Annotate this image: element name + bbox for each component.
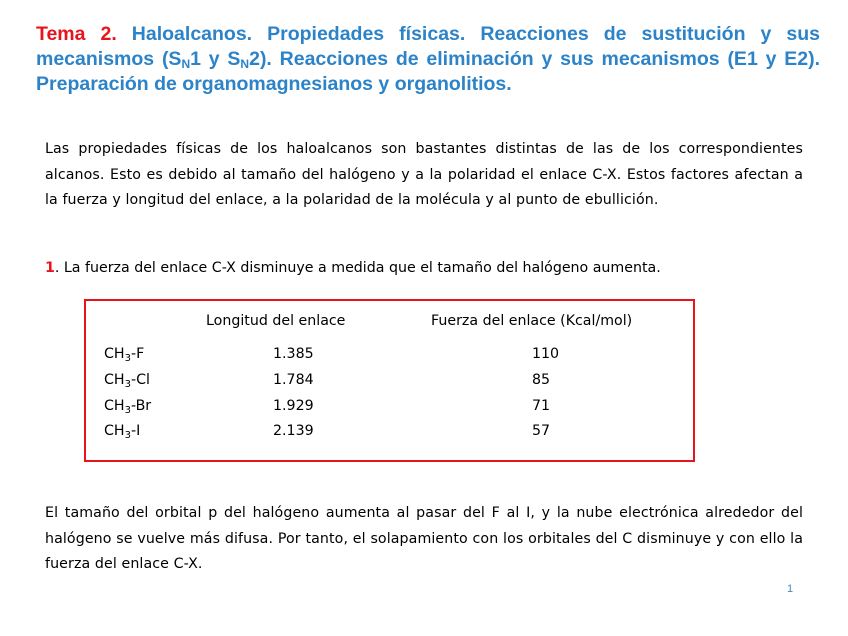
title-label: Tema 2.	[36, 23, 117, 45]
title-text-2: 1 y S	[190, 48, 241, 70]
title-subscript-2: N	[240, 57, 250, 71]
title-text-1: Haloalcanos. Propiedades físicas. Reacciones de sustitución y sus mecanismos (S	[36, 23, 820, 70]
point-1	[45, 256, 805, 280]
page-number: 1	[787, 583, 794, 595]
title-text-3: 2). Reacciones de eliminación y sus mecanismos (E1 y E2). Preparación de organomagnesianos y organolitios.	[36, 48, 820, 95]
bond-data-table	[84, 299, 695, 462]
row-4-length: 2.139	[273, 423, 314, 439]
row-2-strength: 85	[532, 372, 551, 388]
row-1-compound: $CH_3-F$	[104, 346, 145, 364]
header-bond-length: Longitud del enlace	[206, 313, 346, 329]
intro-paragraph: Las propiedades físicas de los haloalcanos son bastantes distintas de las de los correspondientes alcanos. Esto es debido al tamaño del halógeno y a la polaridad el enlace C-X. Estos factores afectan a la fuerza y longitud del enlace, a la polaridad de la molécula y al punto de ebullición.	[45, 141, 803, 208]
point-number: 1	[45, 260, 55, 276]
row-2-compound: $CH_3-Cl$	[104, 372, 150, 390]
row-1-strength: 110	[532, 346, 560, 362]
header-bond-strength: Fuerza del enlace (Kcal/mol)	[431, 313, 633, 329]
row-3-length: 1.929	[273, 398, 314, 414]
point-text: . La fuerza del enlace C-X disminuye a medida que el tamaño del halógeno aumenta.	[54, 260, 661, 276]
row-3-strength: 71	[532, 398, 551, 414]
row-3-compound: $CH_3-Br$	[104, 398, 152, 416]
slide-title	[36, 22, 820, 97]
row-4-compound: $CH_3-I$	[104, 423, 141, 441]
conclusion-paragraph: El tamaño del orbital p del halógeno aumenta al pasar del F al I, y la nube electrónica alrededor del halógeno se vuelve más difusa. Por tanto, el solapamiento con los orbitales del C disminuye y con ello la fuerza del enlace C-X.	[45, 505, 803, 572]
row-2-length: 1.784	[273, 372, 314, 388]
row-4-strength: 57	[532, 423, 551, 439]
row-1-length: 1.385	[273, 346, 314, 362]
title-subscript-1: N	[181, 57, 191, 71]
